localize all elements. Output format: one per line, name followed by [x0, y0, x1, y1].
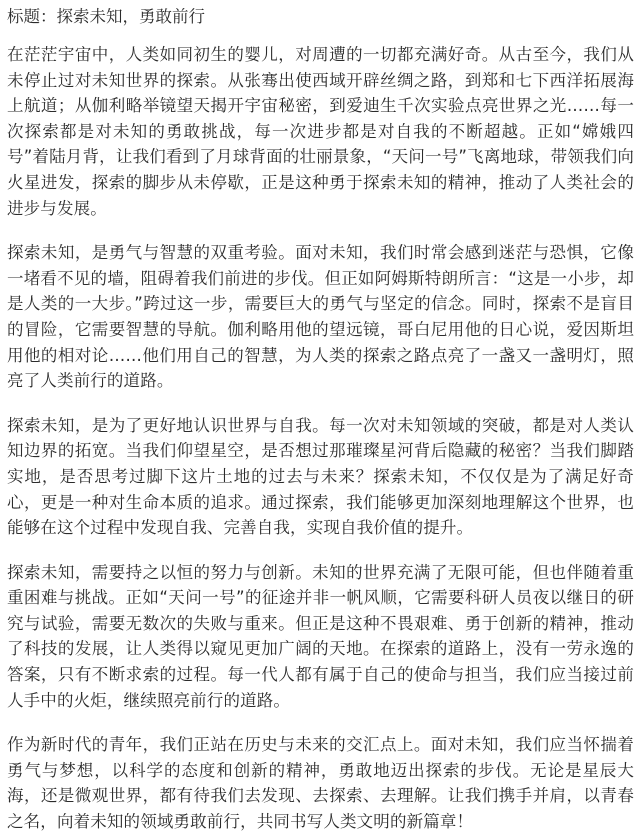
essay-paragraph-2: 探索未知，是勇气与智慧的双重考验。面对未知，我们时常会感到迷茫与恐惧，它像一堵看不见的墙，阻碍着我们前进的步伐。但正如阿姆斯特朗所言：“这是一小步，却是人类的一大步。”跨过这一步，需要巨大的勇气与坚定的信念。同时，探索不是盲目的冒险，它需要智慧的导航。伽利略用他的望远镜，哥白尼用他的日心说，爱因斯坦用他的相对论……他们用自己的智慧，为人类的探索之路点亮了一盏又一盏明灯，照亮了人类前行的道路。	[7, 243, 634, 391]
essay-paragraph-3: 探索未知，是为了更好地认识世界与自我。每一次对未知领域的突破，都是对人类认知边界的拓宽。当我们仰望星空，是否想过那璀璨星河背后隐藏的秘密？当我们脚踏实地，是否思考过脚下这片土地的过去与未来？探索未知，不仅仅是为了满足好奇心，更是一种对生命本质的追求。通过探索，我们能够更加深刻地理解这个世界，也能够在这个过程中发现自我、完善自我，实现自我价值的提升。	[7, 415, 634, 538]
essay-title: 标题：探索未知，勇敢前行	[7, 7, 205, 26]
essay-paragraph-5: 作为新时代的青年，我们正站在历史与未来的交汇点上。面对未知，我们应当怀揣着勇气与梦想，以科学的态度和创新的精神，勇敢地迈出探索的步伐。无论是星辰大海，还是微观世界，都有待我们去发现、去探索、去理解。让我们携手并肩，以青春之名，向着未知的领域勇敢前行，共同书写人类文明的新篇章！	[7, 735, 634, 832]
essay-paragraph-4: 探索未知，需要持之以恒的努力与创新。未知的世界充满了无限可能，但也伴随着重重困难与挑战。正如“天问一号”的征途并非一帆风顺，它需要科研人员夜以继日的研究与试验，需要无数次的失败与重来。但正是这种不畏艰难、勇于创新的精神，推动了科技的发展，让人类得以窥见更加广阔的天地。在探索的道路上，没有一劳永逸的答案，只有不断求索的过程。每一代人都有属于自己的使命与担当，我们应当接过前人手中的火炬，继续照亮前行的道路。	[7, 562, 634, 710]
essay-paragraph-1: 在茫茫宇宙中，人类如同初生的婴儿，对周遭的一切都充满好奇。从古至今，我们从未停止过对未知世界的探索。从张骞出使西域开辟丝绸之路，到郑和七下西洋拓展海上航道；从伽利略举镜望天揭开宇宙秘密，到爱迪生千次实验点亮世界之光……每一次探索都是对未知的勇敢挑战，每一次进步都是对自我的不断超越。正如“嫦娥四号”着陆月背，让我们看到了月球背面的壮丽景象，“天问一号”飞离地球，带领我们向火星进发，探索的脚步从未停歇，正是这种勇于探索未知的精神，推动了人类社会的进步与发展。	[7, 45, 634, 218]
